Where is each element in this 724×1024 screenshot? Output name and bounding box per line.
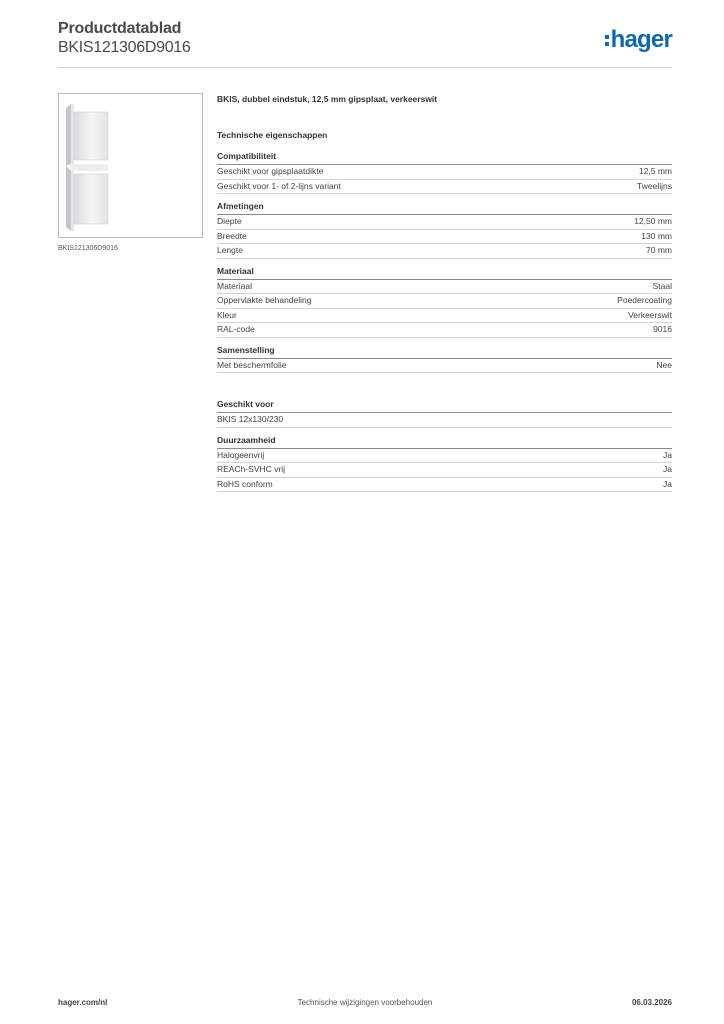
spec-label: Geschikt voor gipsplaatdikte	[217, 166, 324, 176]
spec-value: Verkeerswit	[628, 309, 672, 320]
spec-row	[217, 359, 672, 374]
spec-label: BKIS 12x130/230	[217, 414, 284, 424]
end-piece-illustration-icon	[59, 94, 202, 237]
spec-row	[217, 180, 672, 195]
spec-label: REACh-SVHC vrij	[217, 464, 286, 474]
section-title: Compatibiliteit	[217, 151, 672, 165]
technical-properties-heading: Technische eigenschappen	[217, 130, 328, 140]
footer-notice: Technische wijzigingen voorbehouden	[297, 998, 433, 1007]
product-description: BKIS, dubbel eindstuk, 12,5 mm gipsplaat, verkeerswit	[217, 94, 438, 104]
spec-label: Diepte	[217, 216, 242, 226]
spec-value: Nee	[656, 359, 672, 370]
spec-value: Ja	[663, 464, 672, 474]
spec-row	[217, 478, 672, 493]
section-compatibility	[217, 151, 672, 194]
spec-content	[217, 94, 672, 492]
spec-row	[217, 463, 672, 478]
spec-row	[217, 309, 672, 324]
article-number: BKIS121306D9016	[58, 39, 191, 56]
spec-row	[217, 413, 672, 428]
spec-row	[217, 215, 672, 230]
spec-value: 12,5 mm	[638, 166, 672, 176]
spec-label: Breedte	[217, 230, 247, 241]
spec-value: 12,50 mm	[634, 216, 672, 226]
spec-row	[217, 280, 672, 295]
spec-row	[217, 323, 672, 338]
spec-label: Oppervlakte behandeling	[217, 295, 312, 305]
footer-website-link[interactable]: hager.com/nl	[58, 998, 108, 1007]
logo-text: hager	[610, 26, 672, 53]
spec-label: Lengte	[217, 245, 243, 255]
spec-row	[217, 230, 672, 245]
spec-value: 9016	[653, 324, 672, 334]
section-composition	[217, 345, 672, 374]
section-material	[217, 266, 672, 338]
spec-value: Poedercoating	[617, 295, 672, 305]
header-divider	[58, 67, 672, 68]
footer-date: 06.03.2026	[631, 998, 672, 1007]
spec-label: Met beschermfolie	[217, 359, 287, 370]
page-header	[58, 20, 672, 57]
spec-row	[217, 294, 672, 309]
section-sustainability	[217, 435, 672, 493]
spec-value: Ja	[663, 478, 672, 489]
spec-label: Geschikt voor 1- of 2-lijns variant	[217, 180, 341, 191]
spec-row	[217, 244, 672, 259]
section-dimensions	[217, 201, 672, 259]
page-title: Productdatablad	[58, 20, 182, 37]
section-title: Samenstelling	[217, 345, 672, 359]
image-caption: BKIS121306D9016	[58, 245, 118, 252]
spec-label: Halogeenvrij	[217, 449, 265, 460]
spec-value: 130 mm	[641, 230, 672, 241]
logo-dots-icon	[605, 35, 609, 46]
spec-label: Kleur	[217, 309, 237, 320]
spec-label: Materiaal	[217, 280, 252, 291]
spec-value: 70 mm	[646, 245, 672, 255]
section-title: Geschikt voor	[217, 399, 672, 413]
section-title: Materiaal	[217, 266, 672, 280]
section-suitable-for	[217, 399, 672, 428]
spec-value: Staal	[652, 280, 672, 291]
spec-label: RAL-code	[217, 324, 255, 334]
spec-label: RoHS conform	[217, 478, 273, 489]
spec-row	[217, 165, 672, 180]
section-title: Duurzaamheid	[217, 435, 672, 449]
hager-logo	[605, 28, 672, 52]
spec-row	[217, 449, 672, 464]
section-title: Afmetingen	[217, 201, 672, 215]
product-image	[58, 93, 203, 238]
spec-value: Tweelijns	[637, 180, 672, 191]
spec-value: Ja	[663, 449, 672, 460]
